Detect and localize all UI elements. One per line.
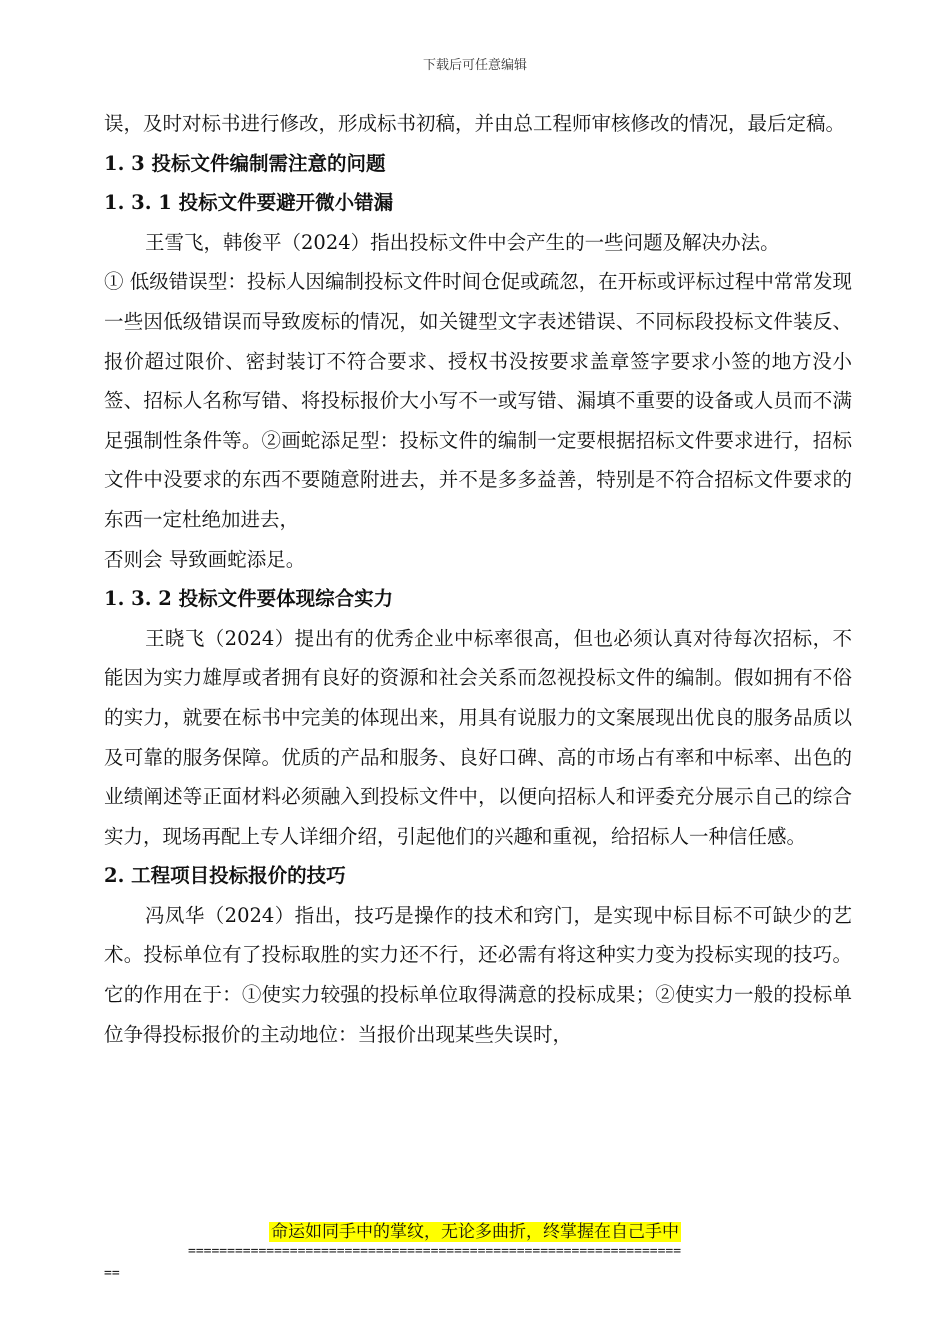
paragraph-wang-xiaofei: 王晓飞（2024）提出有的优秀企业中标率很高，但也必须认真对待每次招标，不能因为实力雄厚或者拥有良好的资源和社会关系而忽视投标文件的编制。假如拥有不俗的实力，就要在标书中完美的体现出来，用具有说服力的文案展现出优良的服务品质以及可靠的服务保障。优质的产品和服务、良好口碑、高的市场占有率和中标率、出色的业绩阐述等正面材料必须融入到投标文件中，以便向招标人和评委充分展示自己的综合实力，现场再配上专人详细介绍，引起他们的兴趣和重视，给招标人一种信任感。 xyxy=(104,626,852,848)
footer-rule-line-end: == xyxy=(104,1266,120,1281)
heading-2: 2. 工程项目投标报价的技巧 xyxy=(104,864,346,888)
footer-motto-text: 命运如同手中的掌纹，无论多曲折，终掌握在自己手中 xyxy=(271,1222,679,1242)
paragraph-wang-xuefei: 王雪飞，韩俊平（2024）指出投标文件中会产生的一些问题及解决办法。 xyxy=(145,230,780,254)
footer-rule-line: =============================================================== xyxy=(188,1244,682,1259)
heading-1-3: 1. 3 投标文件编制需注意的问题 xyxy=(104,151,386,175)
footer-motto xyxy=(0,1219,950,1245)
paragraph-feng-fenghua: 冯凤华（2024）指出，技巧是操作的技术和窍门，是实现中标目标不可缺少的艺术。投标单位有了投标取胜的实力还不行，还必需有将这种实力变为投标实现的技巧。它的作用在于：①使实力较强的投标单位取得满意的投标成果；②使实力一般的投标单位争得投标报价的主动地位：当报价出现某些失误时， xyxy=(104,903,852,1046)
paragraph-error-types: ① 低级错误型：投标人因编制投标文件时间仓促或疏忽，在开标或评标过程中常常发现一些因低级错误而导致废标的情况，如关键型文字表述错误、不同标段投标文件装反、报价超过限价、密封装订不符合要求、授权书没按要求盖章签字要求小签的地方没小签、招标人名称写错、将投标报价大小写不一或写错、漏填不重要的设备或人员而不满足强制性条件等。②画蛇添足型：投标文件的编制一定要根据招标文件要求进行，招标文件中没要求的东西不要随意附进去，并不是多多益善，特别是不符合招标文件要求的东西一定杜绝加进去， xyxy=(104,270,852,531)
paragraph-error-types-end: 否则会 导致画蛇添足。 xyxy=(104,547,306,571)
heading-1-3-1: 1. 3. 1 投标文件要避开微小错漏 xyxy=(104,191,394,215)
page-header: 下载后可任意编辑 xyxy=(422,58,527,73)
paragraph-continuation: 误，及时对标书进行修改，形成标书初稿，并由总工程师审核修改的情况，最后定稿。 xyxy=(104,112,846,135)
heading-1-3-2: 1. 3. 2 投标文件要体现综合实力 xyxy=(104,587,394,611)
document-body xyxy=(104,104,852,1054)
